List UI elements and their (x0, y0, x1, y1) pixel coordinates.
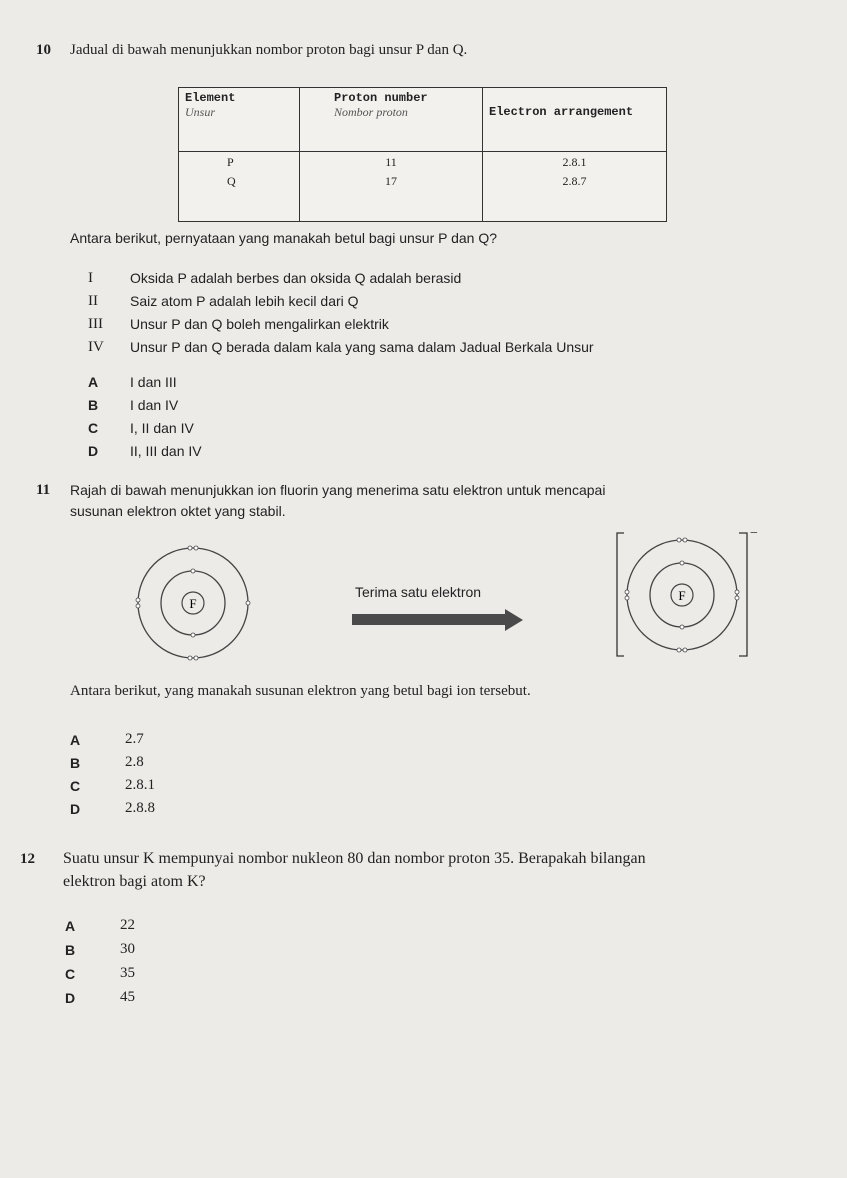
proton-q: 17 (385, 174, 397, 188)
option-text[interactable]: 2.8 (125, 754, 144, 770)
option-text[interactable]: II, III dan IV (130, 443, 202, 459)
option-letter[interactable]: B (70, 755, 81, 771)
proton-p: 11 (385, 155, 397, 169)
option-letter[interactable]: C (70, 778, 81, 794)
option-text[interactable]: 2.8.1 (125, 777, 155, 793)
arrow-label: Terima satu elektron (355, 584, 482, 600)
element-cell (179, 152, 300, 222)
option-letter[interactable]: A (88, 374, 99, 390)
option-text[interactable]: 30 (120, 941, 135, 957)
question-12-line1: Suatu unsur K mempunyai nombor nukleon 80 dan nombor proton 35. Berapakah bilangan (63, 850, 646, 867)
option-letter[interactable]: C (65, 966, 76, 982)
ion-charge: − (750, 526, 758, 541)
option-letter[interactable]: D (65, 990, 76, 1006)
header-proton: Proton number (334, 91, 428, 105)
atom-label: F (189, 596, 197, 611)
statement-text: Unsur P dan Q boleh mengalirkan elektrik (130, 316, 389, 332)
option-letter[interactable]: C (88, 420, 99, 436)
proton-cell (300, 152, 483, 222)
question-10-stem: Antara berikut, pernyataan yang manakah betul bagi unsur P dan Q? (70, 230, 498, 246)
arrow-head (505, 609, 523, 631)
header-proton-ms: Nombor proton (334, 105, 408, 119)
arrow-shaft (352, 614, 507, 625)
left-bracket (617, 533, 624, 656)
option-letter[interactable]: B (65, 942, 76, 958)
statement-text: Oksida P adalah berbes dan oksida Q adalah berasid (130, 270, 462, 286)
element-p: P (227, 155, 234, 169)
question-11-stem: Antara berikut, yang manakah susunan elektron yang betul bagi ion tersebut. (70, 683, 531, 699)
question-10-intro: Jadual di bawah menunjukkan nombor proton bagi unsur P dan Q. (70, 42, 468, 58)
option-letter[interactable]: D (88, 443, 99, 459)
statement-num: III (88, 316, 103, 332)
question-number-10: 10 (36, 42, 51, 58)
question-11-intro-line1: Rajah di bawah menunjukkan ion fluorin yang menerima satu elektron untuk mencapai (70, 482, 606, 498)
header-element-ms: Unsur (185, 105, 216, 119)
option-text[interactable]: 45 (120, 989, 135, 1005)
option-text[interactable]: 2.7 (125, 731, 144, 747)
option-letter[interactable]: A (65, 918, 76, 934)
statement-num: I (88, 270, 93, 286)
question-number-12: 12 (20, 851, 35, 867)
question-11-intro-line2: susunan elektron oktet yang stabil. (70, 503, 286, 519)
element-q: Q (227, 174, 236, 188)
option-text[interactable]: 22 (120, 917, 135, 933)
question-12-line2: elektron bagi atom K? (63, 873, 206, 890)
option-text[interactable]: I dan IV (130, 397, 179, 413)
fluoride-ion-diagram (612, 528, 762, 663)
header-element-cell (179, 88, 300, 152)
option-letter[interactable]: A (70, 732, 81, 748)
arrangement-q: 2.8.7 (562, 174, 587, 188)
header-electron-cell (483, 88, 667, 152)
header-proton-cell (300, 88, 483, 152)
option-letter[interactable]: B (88, 397, 99, 413)
arrangement-p: 2.8.1 (562, 155, 587, 169)
header-element: Element (185, 91, 236, 105)
option-text[interactable]: 2.8.8 (125, 800, 155, 816)
statement-text: Unsur P dan Q berada dalam kala yang sama dalam Jadual Berkala Unsur (130, 339, 594, 355)
statement-num: II (88, 293, 98, 309)
option-text[interactable]: I, II dan IV (130, 420, 194, 436)
option-letter[interactable]: D (70, 801, 81, 817)
fluorine-atom-diagram (130, 540, 260, 670)
option-text[interactable]: I dan III (130, 374, 177, 390)
proton-table (178, 87, 667, 222)
reaction-arrow (350, 608, 525, 632)
header-electron: Electron arrangement (489, 105, 634, 119)
question-number-11: 11 (36, 482, 51, 498)
option-text[interactable]: 35 (120, 965, 135, 981)
arrangement-cell (483, 152, 667, 222)
statement-text: Saiz atom P adalah lebih kecil dari Q (130, 293, 359, 309)
ion-label: F (678, 588, 686, 603)
right-bracket (739, 533, 747, 656)
statement-num: IV (88, 339, 104, 355)
